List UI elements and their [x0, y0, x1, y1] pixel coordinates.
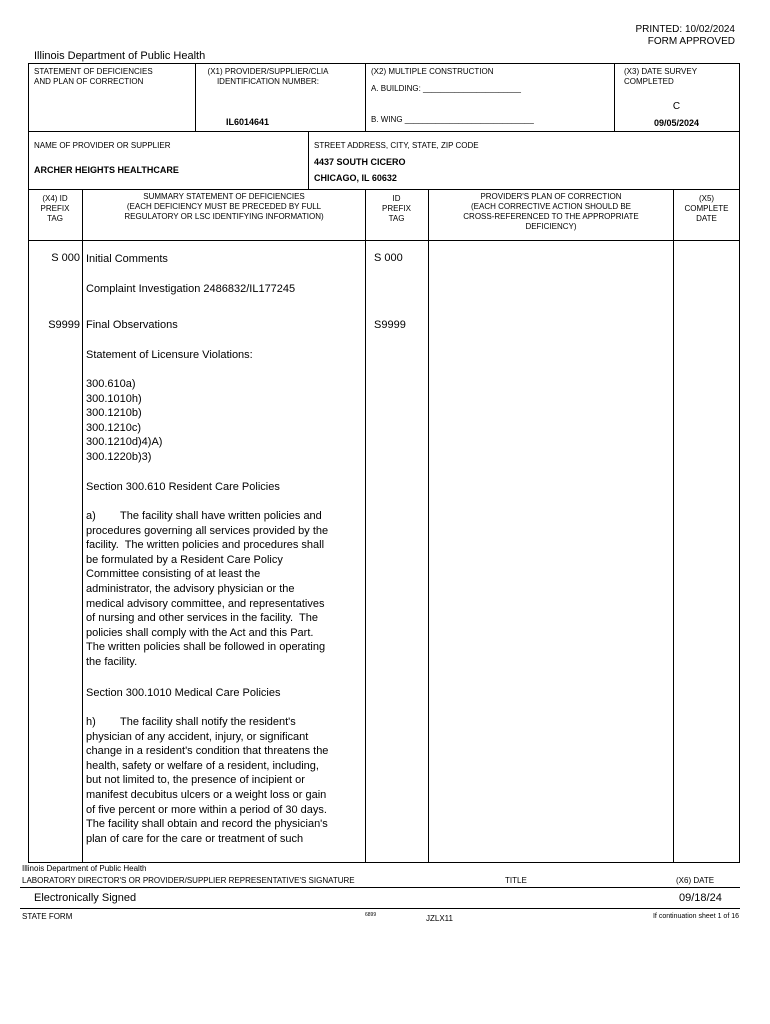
final-observations: Final Observations [86, 319, 178, 331]
paragraph-a: a) The facility shall have written policies and procedures governing all services provided by the facility. The written policies and procedures shall be formulated by a Resident Care Policy Committee consisting of at least the administrator, the advisory physician or the medical advisory committee, and representatives of nursing and other services in the facility. The policies shall comply with the Act and this Part. The written policies shall be followed in operating the facility. [86, 510, 329, 668]
provider-name-label: NAME OF PROVIDER OR SUPPLIER [34, 141, 171, 150]
rule [20, 908, 740, 909]
rule [20, 887, 740, 888]
regulation-list: 300.610a) 300.1010h) 300.1210b) 300.1210c) 300.1210d)4)A) 300.1220b)3) [86, 378, 163, 463]
state-form: STATE FORM [22, 912, 73, 921]
agency-name: Illinois Department of Public Health [34, 50, 206, 62]
signed-date: 09/18/24 [679, 892, 722, 904]
rule [82, 189, 83, 863]
complaint-line: Complaint Investigation 2486832/IL177245 [86, 283, 296, 295]
rule [739, 63, 740, 863]
street: 4437 SOUTH CICERO [314, 157, 406, 167]
rule [28, 63, 740, 64]
rule [308, 131, 309, 189]
continuation-sheet: If continuation sheet 1 of 16 [652, 913, 739, 920]
summary-header: SUMMARY STATEMENT OF DEFICIENCIES (EACH DEFICIENCY MUST BE PRECEDED BY FULL REGULATORY OR LSC IDENTIFYING INFORMATION) [124, 192, 324, 221]
plan-header: PROVIDER'S PLAN OF CORRECTION (EACH CORRECTIVE ACTION SHOULD BE CROSS-REFERENCED TO THE APPROPRIATE DEFICIENCY) [463, 192, 639, 231]
x3-label: (X3) DATE SURVEY COMPLETED [624, 67, 698, 86]
address-label: STREET ADDRESS, CITY, STATE, ZIP CODE [314, 141, 479, 150]
wing-line: B. WING _____________________________ [371, 115, 534, 124]
signature-label: LABORATORY DIRECTOR'S OR PROVIDER/SUPPLIER REPRESENTATIVE'S SIGNATURE [22, 876, 355, 885]
signed-value: Electronically Signed [34, 892, 137, 904]
rule [28, 131, 740, 132]
rule [365, 63, 366, 132]
x5-header: (X5) COMPLETE DATE [684, 194, 729, 223]
x1-value: IL6014641 [226, 117, 270, 127]
form-code: 6899 [365, 912, 377, 918]
id-header: ID PREFIX TAG [382, 194, 411, 223]
building-line: A. BUILDING: ______________________ [371, 84, 521, 93]
title-label: TITLE [505, 876, 527, 885]
x3-date: 09/05/2024 [653, 118, 700, 128]
rule [428, 189, 429, 863]
tag-s000-right: S 000 [374, 252, 403, 264]
tag-s9999-right: S9999 [374, 319, 406, 331]
rule [673, 189, 674, 863]
section-1010: Section 300.1010 Medical Care Policies [86, 687, 281, 699]
rule [28, 862, 740, 863]
rule [195, 63, 196, 132]
x2-label: (X2) MULTIPLE CONSTRUCTION [371, 67, 494, 76]
x3-letter: C [672, 101, 681, 112]
initial-comments: Initial Comments [86, 253, 168, 265]
paragraph-h: h) The facility shall notify the resident's physician of any accident, injury, or significant change in a resident's condition that threatens the health, safety or welfare of a resident, including, but not limited to, the presence of incipient or manifest decubitus ulcers or a weight loss or gain of five percent or more within a period of 30 days. The facility shall obtain and record the physician's plan of care for the care or treatment of such [86, 716, 329, 845]
x1-label: (X1) PROVIDER/SUPPLIER/CLIA IDENTIFICATION NUMBER: [207, 67, 329, 86]
x4-header: (X4) ID PREFIX TAG [40, 194, 70, 223]
rule [28, 63, 29, 863]
printed-date: PRINTED: 10/02/2024 [635, 24, 735, 35]
tag-s9999: S9999 [48, 319, 80, 331]
form-id: JZLX11 [426, 914, 453, 923]
tag-s000: S 000 [51, 252, 80, 264]
statement-licensure: Statement of Licensure Violations: [86, 349, 253, 361]
city: CHICAGO, IL 60632 [314, 173, 397, 183]
statement-title: STATEMENT OF DEFICIENCIES AND PLAN OF CORRECTION [34, 67, 153, 86]
section-610: Section 300.610 Resident Care Policies [86, 481, 280, 493]
provider-name: ARCHER HEIGHTS HEALTHCARE [34, 165, 179, 175]
rule [28, 189, 740, 190]
rule [28, 240, 740, 241]
form-approved: FORM APPROVED [647, 36, 735, 47]
rule [365, 189, 366, 863]
date-label: (X6) DATE [676, 876, 715, 885]
footer-agency: Illinois Department of Public Health [22, 864, 147, 873]
